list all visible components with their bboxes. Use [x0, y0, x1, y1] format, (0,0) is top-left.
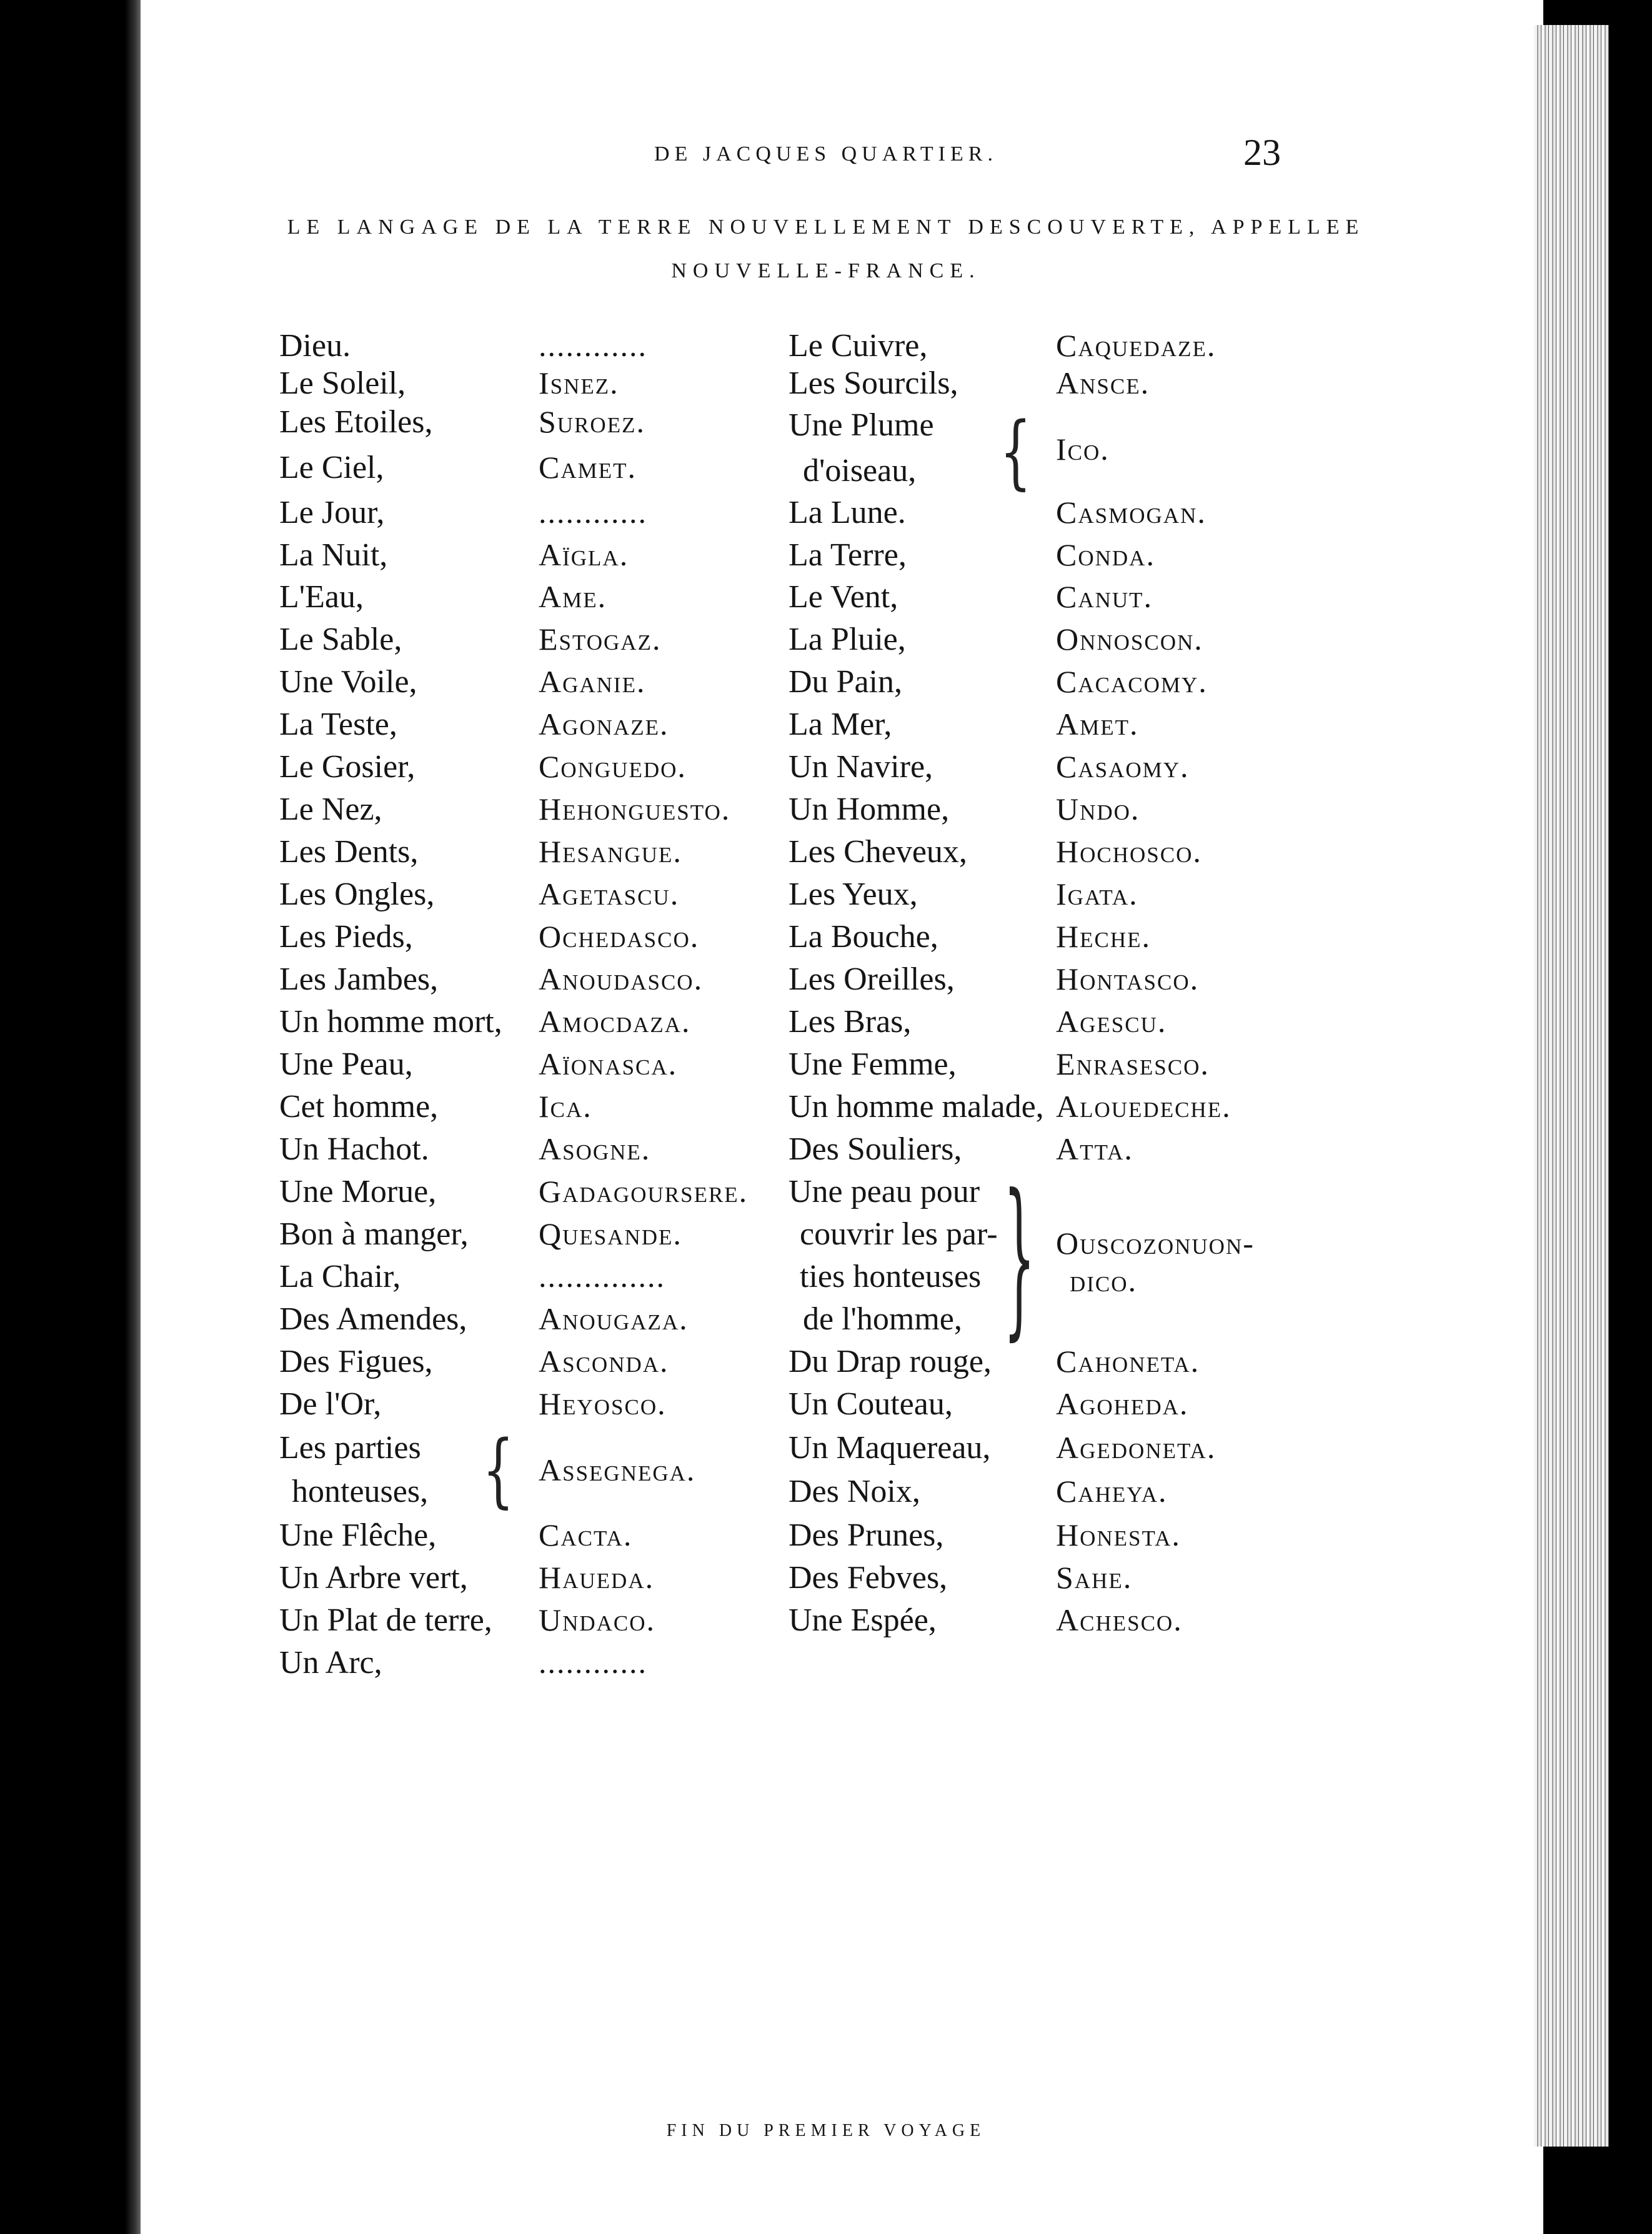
native-word: Ica. — [539, 1089, 592, 1124]
native-word: Aganie. — [539, 664, 646, 699]
native-word-continued: dico. — [1070, 1263, 1138, 1298]
native-word: Aïonasca. — [539, 1046, 678, 1081]
french-word: La Pluie, — [789, 622, 906, 657]
native-word: Cacta. — [539, 1517, 633, 1552]
native-word: Caquedaze. — [1056, 328, 1217, 363]
native-word: Gadagoursere. — [539, 1174, 749, 1209]
french-word-continued: de l'homme, — [803, 1301, 962, 1337]
native-word: Aïgla. — [539, 537, 629, 572]
french-word-continued: d'oiseau, — [803, 453, 917, 489]
french-word: Du Drap rouge, — [789, 1344, 992, 1379]
native-word: Conguedo. — [539, 749, 687, 784]
french-word-continued: honteuses, — [292, 1474, 429, 1509]
french-word: Bon à manger, — [279, 1216, 469, 1252]
native-word: Honesta. — [1056, 1517, 1181, 1552]
french-word: Un Arbre vert, — [279, 1560, 468, 1596]
french-word: Des Prunes, — [789, 1517, 944, 1553]
french-word: Les Oreilles, — [789, 961, 955, 997]
native-word: Heyosco. — [539, 1386, 667, 1421]
french-word: Le Vent, — [789, 579, 898, 615]
french-word: Une Morue, — [279, 1174, 437, 1209]
french-word: Les Jambes, — [279, 961, 439, 997]
french-word: Les parties — [279, 1430, 421, 1466]
french-word: Un Arc, — [279, 1645, 382, 1680]
french-word: Cet homme, — [279, 1089, 439, 1124]
native-word: Hochosco. — [1056, 834, 1202, 869]
french-word: L'Eau, — [279, 579, 364, 615]
brace-icon: { — [1000, 405, 1032, 499]
french-word: Le Ciel, — [279, 450, 384, 485]
native-word: ............ — [539, 495, 647, 530]
native-word: Casmogan. — [1056, 495, 1207, 530]
native-word: Alouedeche. — [1056, 1089, 1232, 1124]
native-word: Canut. — [1056, 579, 1153, 614]
page-edges — [1534, 25, 1609, 2147]
native-word: Isnez. — [539, 365, 619, 400]
french-word: Les Cheveux, — [789, 834, 967, 870]
french-word: Les Sourcils, — [789, 365, 958, 401]
french-word: De l'Or, — [279, 1386, 382, 1422]
french-word: Une Flêche, — [279, 1517, 437, 1553]
french-word: Un Plat de terre, — [279, 1602, 492, 1638]
french-word: Un Maquereau, — [789, 1430, 991, 1466]
french-word: Un Hachot. — [279, 1131, 429, 1167]
native-word: Agetascu. — [539, 876, 680, 911]
french-word: Les Yeux, — [789, 876, 918, 912]
native-word: Agonaze. — [539, 707, 669, 742]
french-word: La Terre, — [789, 537, 907, 573]
native-word: Conda. — [1056, 537, 1155, 572]
native-word: Atta. — [1056, 1131, 1133, 1166]
native-word: Camet. — [539, 450, 637, 485]
french-word: La Mer, — [789, 707, 892, 742]
french-word: Les Pieds, — [279, 919, 413, 955]
french-word: Une Femme, — [789, 1046, 957, 1082]
french-word: Le Nez, — [279, 792, 382, 827]
native-word: Achesco. — [1056, 1602, 1183, 1637]
native-word: Agescu. — [1056, 1004, 1167, 1039]
french-word: Un Homme, — [789, 792, 950, 827]
french-word: Une peau pour — [789, 1174, 980, 1209]
end-of-voyage-note: FIN DU PREMIER VOYAGE — [666, 2121, 986, 2140]
native-word: Igata. — [1056, 876, 1138, 911]
native-word: Amocdaza. — [539, 1004, 691, 1039]
french-word: Les Bras, — [789, 1004, 912, 1040]
running-title: DE JACQUES QUARTIER. — [654, 142, 998, 166]
french-word-continued: ties honteuses — [800, 1259, 982, 1294]
french-word: Des Figues, — [279, 1344, 433, 1379]
french-word: Une Plume — [789, 407, 934, 443]
brace-icon: } — [1003, 1158, 1035, 1356]
native-word: Ico. — [1056, 432, 1110, 467]
section-heading: LE LANGAGE DE LA TERRE NOUVELLEMENT DESCOUVERTE, APPELLEE — [287, 216, 1365, 239]
french-word: Des Souliers, — [789, 1131, 962, 1167]
french-word: La Teste, — [279, 707, 397, 742]
french-word: Une Peau, — [279, 1046, 413, 1082]
french-word: Les Dents, — [279, 834, 419, 870]
native-word: Estogaz. — [539, 622, 662, 657]
french-word: La Bouche, — [789, 919, 938, 955]
native-word: Cacacomy. — [1056, 664, 1208, 699]
native-word: Ame. — [539, 579, 607, 614]
page-number: 23 — [1243, 132, 1281, 173]
native-word: Enrasesco. — [1056, 1046, 1210, 1081]
section-heading-continued: NOUVELLE-FRANCE. — [671, 259, 981, 282]
native-word: Undaco. — [539, 1602, 656, 1637]
french-word: Une Voile, — [279, 664, 417, 700]
french-word: La Chair, — [279, 1259, 401, 1294]
french-word: Un Couteau, — [789, 1386, 953, 1422]
native-word: Onnoscon. — [1056, 622, 1203, 657]
native-word: Anoudasco. — [539, 961, 704, 996]
native-word: Haueda. — [539, 1560, 655, 1595]
french-word: La Nuit, — [279, 537, 388, 573]
french-word: Un Navire, — [789, 749, 933, 785]
native-word: Undo. — [1056, 792, 1140, 827]
french-word: Des Noix, — [789, 1474, 920, 1509]
native-word: Assegnega. — [539, 1452, 696, 1487]
french-word: Le Cuivre, — [789, 328, 928, 364]
native-word: Hesangue. — [539, 834, 682, 869]
native-word: Cahoneta. — [1056, 1344, 1200, 1379]
french-word: Le Jour, — [279, 495, 385, 530]
native-word: ............ — [539, 328, 647, 363]
native-word: Agoheda. — [1056, 1386, 1189, 1421]
french-word: Du Pain, — [789, 664, 902, 700]
french-word: Des Febves, — [789, 1560, 948, 1596]
native-word: ............ — [539, 1645, 647, 1680]
native-word: Quesande. — [539, 1216, 682, 1251]
native-word: Ouscozonuon- — [1056, 1226, 1255, 1261]
french-word: Le Gosier, — [279, 749, 415, 785]
native-word: Hontasco. — [1056, 961, 1200, 996]
native-word: .............. — [539, 1259, 665, 1294]
native-word: Hehonguesto. — [539, 792, 731, 827]
native-word: Sahe. — [1056, 1560, 1133, 1595]
native-word: Asconda. — [539, 1344, 669, 1379]
french-word: La Lune. — [789, 495, 906, 530]
french-word: Les Etoiles, — [279, 404, 433, 440]
french-word-continued: couvrir les par- — [800, 1216, 998, 1252]
native-word: Agedoneta. — [1056, 1430, 1217, 1465]
french-word: Le Sable, — [279, 622, 402, 657]
french-word: Une Espée, — [789, 1602, 937, 1638]
french-word: Des Amendes, — [279, 1301, 467, 1337]
native-word: Ochedasco. — [539, 919, 700, 954]
native-word: Ansce. — [1056, 365, 1150, 400]
native-word: Anougaza. — [539, 1301, 689, 1336]
french-word: Un homme malade, — [789, 1089, 1044, 1124]
native-word: Caheya. — [1056, 1474, 1168, 1509]
french-word: Un homme mort, — [279, 1004, 502, 1040]
brace-icon: { — [482, 1423, 514, 1517]
french-word: Le Soleil, — [279, 365, 406, 401]
native-word: Amet. — [1056, 707, 1139, 742]
native-word: Suroez. — [539, 404, 645, 439]
french-word: Les Ongles, — [279, 876, 435, 912]
native-word: Casaomy. — [1056, 749, 1190, 784]
native-word: Asogne. — [539, 1131, 651, 1166]
native-word: Heche. — [1056, 919, 1151, 954]
french-word: Dieu. — [279, 328, 351, 364]
